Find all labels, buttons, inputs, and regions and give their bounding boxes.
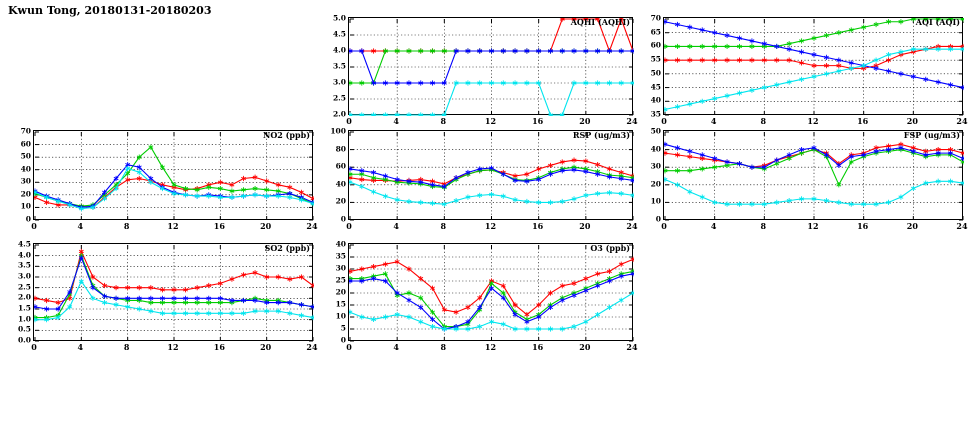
chart-frame-rsp xyxy=(348,130,633,220)
chart-title-no2: NO2 (ppb) xyxy=(263,130,310,140)
x-tick-label: 4 xyxy=(393,116,399,126)
y-tick-label: 1.0 xyxy=(17,314,31,324)
x-tick-label: 24 xyxy=(626,221,638,231)
x-tick-label: 8 xyxy=(440,221,447,231)
chart-panel-so2 xyxy=(17,239,318,352)
x-tick-label: 8 xyxy=(123,221,130,231)
chart-plot-so2 xyxy=(34,244,314,342)
y-tick-label: 40 xyxy=(650,144,661,154)
y-tick-label: 3.0 xyxy=(332,77,346,87)
x-tick-label: 24 xyxy=(306,221,318,231)
y-tick-label: 40 xyxy=(335,179,346,189)
y-tick-label: 15 xyxy=(335,299,346,309)
chart-plot-aqhi xyxy=(349,18,634,116)
y-tick-label: 20 xyxy=(335,287,346,297)
x-tick-label: 4 xyxy=(77,221,84,231)
x-tick-label: 16 xyxy=(857,116,869,126)
y-tick-label: 30 xyxy=(20,176,31,186)
y-tick-label: 70 xyxy=(650,13,661,23)
chart-title-aqhi: AQHI (AQHI) xyxy=(570,17,630,27)
y-tick-label: 4.5 xyxy=(17,239,31,249)
x-tick-label: 16 xyxy=(532,221,544,231)
x-tick-label: 8 xyxy=(440,342,447,352)
x-tick-label: 24 xyxy=(956,116,968,126)
x-tick-label: 24 xyxy=(956,221,968,231)
chart-plot-rsp xyxy=(349,131,634,221)
y-tick-label: 45 xyxy=(650,82,661,92)
y-tick-label: 55 xyxy=(650,54,661,64)
y-tick-label: 0 xyxy=(340,335,346,345)
y-tick-label: 65 xyxy=(650,27,661,37)
y-tick-label: 1.5 xyxy=(17,303,31,313)
chart-frame-no2 xyxy=(33,130,313,220)
x-tick-label: 0 xyxy=(661,221,667,231)
x-tick-label: 4 xyxy=(77,342,84,352)
x-tick-label: 8 xyxy=(440,116,447,126)
chart-panel-fsp xyxy=(650,126,968,231)
y-tick-label: 70 xyxy=(20,126,31,136)
chart-plot-o3 xyxy=(349,244,634,342)
x-tick-label: 8 xyxy=(123,342,130,352)
y-tick-label: 30 xyxy=(335,263,346,273)
x-tick-label: 4 xyxy=(393,221,399,231)
x-tick-label: 4 xyxy=(710,221,717,231)
y-tick-label: 50 xyxy=(650,126,661,136)
chart-panel-rsp xyxy=(330,126,638,231)
chart-frame-aqi xyxy=(663,17,963,115)
x-tick-label: 20 xyxy=(260,221,272,231)
chart-title-aqi: AQI (AQI) xyxy=(915,17,960,27)
y-tick-label: 2.5 xyxy=(17,282,31,292)
y-tick-label: 5 xyxy=(340,323,346,333)
x-tick-label: 16 xyxy=(213,221,225,231)
y-tick-label: 25 xyxy=(335,275,346,285)
x-tick-label: 24 xyxy=(626,342,638,352)
y-tick-label: 0 xyxy=(655,214,661,224)
y-tick-label: 100 xyxy=(330,126,346,136)
chart-panel-o3 xyxy=(335,239,638,352)
y-tick-label: 20 xyxy=(650,179,661,189)
x-tick-label: 20 xyxy=(579,342,591,352)
y-tick-label: 35 xyxy=(335,251,346,261)
chart-title-o3: O3 (ppb) xyxy=(590,243,630,253)
x-tick-label: 0 xyxy=(346,116,352,126)
y-tick-label: 40 xyxy=(650,95,661,105)
x-tick-label: 24 xyxy=(306,342,318,352)
chart-panel-aqi xyxy=(650,13,968,126)
y-tick-label: 2.0 xyxy=(332,109,346,119)
x-tick-label: 0 xyxy=(31,342,37,352)
chart-plot-fsp xyxy=(664,131,964,221)
y-tick-label: 4.0 xyxy=(17,250,31,260)
x-tick-label: 20 xyxy=(260,342,272,352)
y-tick-label: 50 xyxy=(650,68,661,78)
y-tick-label: 3.5 xyxy=(17,260,31,270)
y-tick-label: 3.0 xyxy=(17,271,31,281)
x-tick-label: 8 xyxy=(760,221,767,231)
x-tick-label: 12 xyxy=(484,342,497,352)
y-tick-label: 5.0 xyxy=(332,13,346,23)
y-tick-label: 4.5 xyxy=(332,29,346,39)
y-tick-label: 40 xyxy=(20,164,31,174)
x-tick-label: 4 xyxy=(393,342,399,352)
chart-frame-o3 xyxy=(348,243,633,341)
y-tick-label: 10 xyxy=(335,311,346,321)
x-tick-label: 20 xyxy=(579,116,591,126)
x-tick-label: 4 xyxy=(710,116,717,126)
chart-panel-no2 xyxy=(20,126,318,231)
chart-frame-fsp xyxy=(663,130,963,220)
chart-panel-aqhi xyxy=(332,13,638,126)
x-tick-label: 0 xyxy=(346,342,352,352)
x-tick-label: 20 xyxy=(579,221,591,231)
y-tick-label: 60 xyxy=(335,161,346,171)
y-tick-label: 40 xyxy=(335,239,346,249)
y-tick-label: 0.5 xyxy=(17,324,31,334)
x-tick-label: 12 xyxy=(167,342,179,352)
y-tick-label: 0 xyxy=(25,214,31,224)
y-tick-label: 35 xyxy=(650,109,661,119)
chart-plot-no2 xyxy=(34,131,314,221)
x-tick-label: 0 xyxy=(31,221,37,231)
y-tick-label: 2.5 xyxy=(332,93,346,103)
y-tick-label: 10 xyxy=(650,196,661,206)
x-tick-label: 16 xyxy=(532,116,544,126)
chart-frame-so2 xyxy=(33,243,313,341)
x-tick-label: 12 xyxy=(807,116,819,126)
y-tick-label: 20 xyxy=(335,196,346,206)
y-tick-label: 30 xyxy=(650,161,661,171)
x-tick-label: 16 xyxy=(857,221,869,231)
y-tick-label: 20 xyxy=(20,189,31,199)
x-tick-label: 8 xyxy=(760,116,767,126)
x-tick-label: 0 xyxy=(346,221,352,231)
y-tick-label: 4.0 xyxy=(332,45,346,55)
chart-title-rsp: RSP (ug/m3) xyxy=(572,130,630,140)
y-tick-label: 10 xyxy=(20,201,31,211)
x-tick-label: 12 xyxy=(807,221,819,231)
x-tick-label: 24 xyxy=(626,116,638,126)
page-title: Kwun Tong, 20180131-20180203 xyxy=(8,4,212,17)
y-tick-label: 80 xyxy=(335,144,346,154)
y-tick-label: 0 xyxy=(340,214,346,224)
x-tick-label: 0 xyxy=(661,116,667,126)
y-tick-label: 2.0 xyxy=(17,292,31,302)
y-tick-label: 60 xyxy=(650,40,661,50)
x-tick-label: 12 xyxy=(484,221,497,231)
x-tick-label: 20 xyxy=(906,116,918,126)
chart-frame-aqhi xyxy=(348,17,633,115)
y-tick-label: 50 xyxy=(20,151,31,161)
x-tick-label: 12 xyxy=(484,116,497,126)
y-tick-label: 60 xyxy=(20,139,31,149)
x-tick-label: 12 xyxy=(167,221,179,231)
y-tick-label: 3.5 xyxy=(332,61,346,71)
chart-plot-aqi xyxy=(664,18,964,116)
chart-title-so2: SO2 (ppb) xyxy=(264,243,310,253)
y-tick-label: 0.0 xyxy=(17,335,31,345)
x-tick-label: 16 xyxy=(213,342,225,352)
x-tick-label: 20 xyxy=(906,221,918,231)
chart-title-fsp: FSP (ug/m3) xyxy=(903,130,960,140)
x-tick-label: 16 xyxy=(532,342,544,352)
